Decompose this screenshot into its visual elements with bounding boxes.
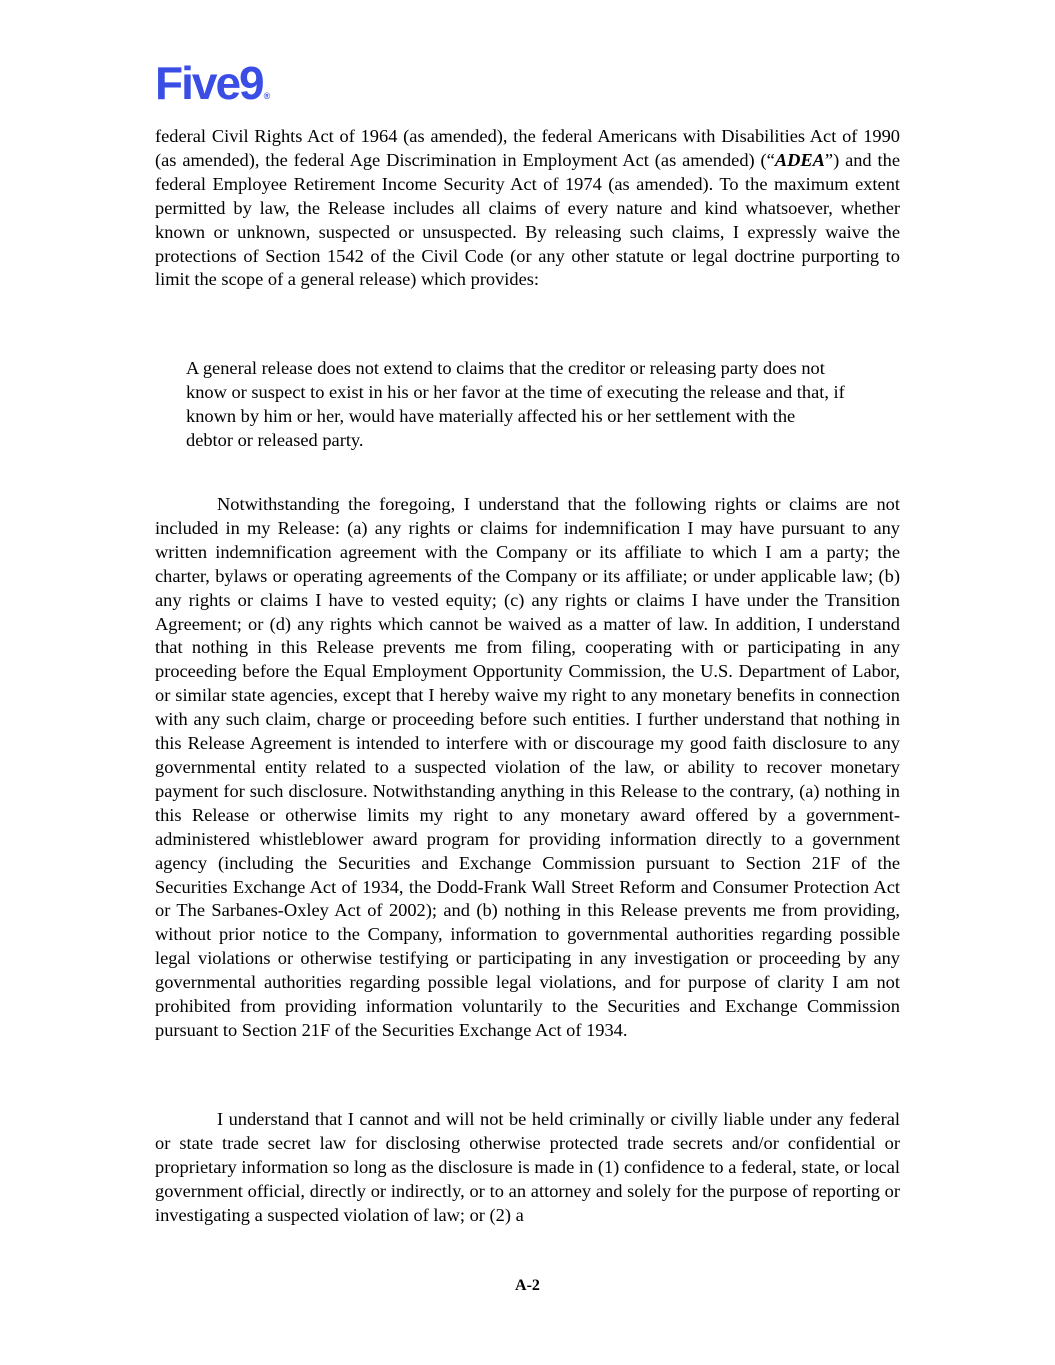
logo-text: Five9	[155, 57, 263, 109]
paragraph-1-text-a: federal Civil Rights Act of 1964 (as amended), the federal Americans with Disabilities Act of 1990 (as amended), the federal Age Discrimination in Employment Act (as amended) (“	[155, 126, 900, 170]
defined-term-adea: ADEA	[774, 149, 825, 170]
paragraph-exclusions: Notwithstanding the foregoing, I understand that the following rights or claims are not included in my Release: (a) any rights or claims for indemnification I may have pursuant to any written indemnification agreement with the Company or its affiliate to which I am a party; the charter, bylaws or operating agreements of the Company or its affiliate; or under applicable law; (b) any rights or claims I have to vested equity; (c) any rights or claims I have under the Transition Agreement; or (d) any rights which cannot be waived as a matter of law. In addition, I understand that nothing in this Release prevents me from filing, cooperating with or participating in any proceeding before the Equal Employment Opportunity Commission, the U.S. Department of Labor, or similar state agencies, except that I hereby waive my right to any monetary benefits in connection with any such claim, charge or proceeding before such entities. I further understand that nothing in this Release Agreement is intended to interfere with or discourage my good faith disclosure to any governmental entity related to a suspected violation of the law, or ability to recover monetary payment for such disclosure. Notwithstanding anything in this Release to the contrary, (a) nothing in this Release or otherwise limits my right to any monetary award offered by a government-administered whistleblower award program for providing information directly to a government agency (including the Securities and Exchange Commission pursuant to Section 21F of the Securities Exchange Act of 1934, the Dodd-Frank Wall Street Reform and Consumer Protection Act or The Sarbanes-Oxley Act of 2002); and (b) nothing in this Release prevents me from providing, without prior notice to the Company, information to governmental authorities regarding possible legal violations or otherwise testifying or participating in any investigation or proceeding by any governmental authorities regarding possible legal violations, and for purpose of clarity I am not prohibited from providing information voluntarily to the Securities and Exchange Commission pursuant to Section 21F of the Securities Exchange Act of 1934.	[155, 494, 900, 1040]
five9-logo	[155, 58, 270, 121]
section-1542-quote: A general release does not extend to claims that the creditor or releasing party does not know or suspect to exist in his or her favor at the time of executing the release and that, if known by him or her, would have materially affected his or her settlement with the debtor or released party.	[186, 358, 845, 450]
paragraph-trade-secret: I understand that I cannot and will not be held criminally or civilly liable under any federal or state trade secret law for disclosing otherwise protected trade secrets and/or confidential or proprietary information so long as the disclosure is made in (1) confidence to a federal, state, or local government official, directly or indirectly, or to an attorney and solely for the purpose of reporting or investigating a suspected violation of law; or (2) a	[155, 1109, 900, 1225]
registered-mark: ®	[263, 91, 271, 101]
page-number: A-2	[515, 1277, 540, 1294]
paragraph-1-text-b: ”) and the federal Employee Retirement Income Security Act of 1974 (as amended). To the maximum extent permitted by law, the Release includes all claims of every nature and kind whatsoever, whether known or unknown, suspected or unsuspected. By releasing such claims, I expressly waive the protections of Section 1542 of the Civil Code (or any other statute or legal doctrine purporting to limit the scope of a general release) which provides:	[155, 149, 900, 290]
paragraph-release-scope	[155, 125, 900, 292]
